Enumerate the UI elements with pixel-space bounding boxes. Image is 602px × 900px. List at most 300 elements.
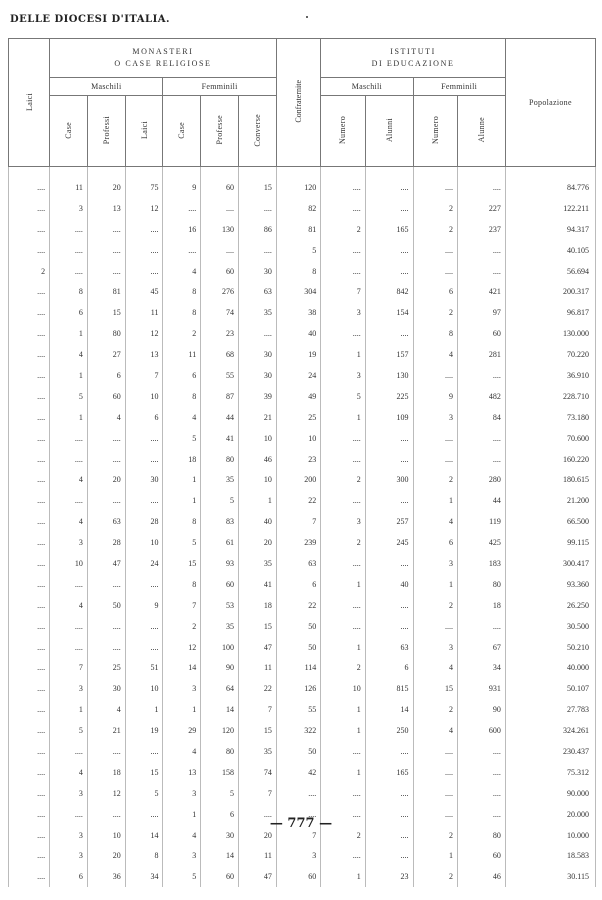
table-cell: ....	[50, 637, 88, 658]
table-cell: 15	[163, 553, 201, 574]
table-cell: ....	[457, 762, 505, 783]
table-cell: 86	[239, 219, 277, 240]
table-cell: 90	[457, 699, 505, 720]
table-cell: 18	[457, 595, 505, 616]
table-cell: 44	[201, 407, 239, 428]
table-cell: 10.000	[505, 825, 595, 846]
table-cell: ....	[276, 783, 320, 804]
table-row	[9, 219, 596, 240]
table-cell: 3	[413, 407, 457, 428]
table-cell: 74	[201, 302, 239, 323]
table-cell: 200.317	[505, 281, 595, 302]
col-header-alunni: Alunni	[365, 96, 413, 167]
table-cell: 28	[87, 532, 125, 553]
table-cell: 23	[276, 449, 320, 470]
table-cell: 18	[163, 449, 201, 470]
table-cell: ....	[9, 657, 50, 678]
table-cell: 40	[276, 323, 320, 344]
table-cell: ....	[457, 741, 505, 762]
table-cell: ....	[9, 804, 50, 825]
table-cell: 4	[163, 825, 201, 846]
table-cell: ....	[50, 741, 88, 762]
table-cell: ....	[9, 532, 50, 553]
table-cell: 1	[50, 407, 88, 428]
table-cell: 122.211	[505, 198, 595, 219]
table-cell: ....	[9, 240, 50, 261]
page-number: — 777 —	[269, 816, 333, 831]
table-cell: 13	[163, 762, 201, 783]
table-cell: 60	[457, 323, 505, 344]
table-cell: ....	[9, 219, 50, 240]
table-cell: ....	[413, 804, 457, 825]
table-cell: ....	[457, 616, 505, 637]
table-cell: ....	[321, 177, 365, 198]
table-cell: 81	[87, 281, 125, 302]
table-cell: 80	[201, 741, 239, 762]
table-cell: 322	[276, 720, 320, 741]
table-cell: ....	[50, 261, 88, 282]
table-cell: 4	[50, 762, 88, 783]
table-row	[9, 449, 596, 470]
table-cell: ....	[50, 574, 88, 595]
table-cell: 4	[413, 511, 457, 532]
table-cell: 157	[365, 344, 413, 365]
table-cell: ....	[321, 553, 365, 574]
table-cell: 5	[321, 386, 365, 407]
table-cell: 6	[87, 365, 125, 386]
table-cell: 3	[276, 846, 320, 867]
table-cell: 3	[50, 783, 88, 804]
table-cell: 2	[163, 323, 201, 344]
table-cell: 4	[87, 407, 125, 428]
table-cell: 9	[413, 386, 457, 407]
table-cell: 421	[457, 281, 505, 302]
table-cell: 46	[239, 449, 277, 470]
table-cell: ....	[9, 177, 50, 198]
table-row	[9, 302, 596, 323]
col-header-numero-maschili: Numero	[321, 96, 365, 167]
table-row	[9, 678, 596, 699]
table-cell: 158	[201, 762, 239, 783]
table-cell: 24	[276, 365, 320, 386]
table-row	[9, 720, 596, 741]
table-cell: 7	[163, 595, 201, 616]
table-row	[9, 469, 596, 490]
table-cell: 425	[457, 532, 505, 553]
table-cell: 6	[413, 281, 457, 302]
table-cell: 1	[50, 365, 88, 386]
table-row	[9, 553, 596, 574]
table-cell: 5	[201, 490, 239, 511]
table-cell: ....	[9, 302, 50, 323]
table-cell: 1	[163, 699, 201, 720]
table-cell: 35	[239, 741, 277, 762]
table-cell: ....	[9, 741, 50, 762]
table-cell: ....	[413, 365, 457, 386]
table-cell: ....	[87, 428, 125, 449]
table-row	[9, 240, 596, 261]
table-cell: 4	[163, 741, 201, 762]
table-cell: ....	[321, 323, 365, 344]
table-cell: ....	[50, 804, 88, 825]
table-cell: ....	[9, 574, 50, 595]
table-cell: 26.250	[505, 595, 595, 616]
table-cell: 165	[365, 219, 413, 240]
table-cell: 7	[276, 511, 320, 532]
table-cell: ....	[9, 323, 50, 344]
table-cell: 6	[413, 532, 457, 553]
table-cell: ....	[413, 428, 457, 449]
table-cell: 8	[163, 281, 201, 302]
table-row	[9, 490, 596, 511]
table-cell: 8	[163, 302, 201, 323]
table-cell: ....	[9, 846, 50, 867]
table-cell: 5	[163, 532, 201, 553]
table-cell: 6	[201, 804, 239, 825]
table-cell: 70.220	[505, 344, 595, 365]
table-cell: 83	[201, 511, 239, 532]
table-cell: 114	[276, 657, 320, 678]
table-cell: 41	[239, 574, 277, 595]
table-cell: ....	[50, 240, 88, 261]
subheader-femminili-istituti: Femminili	[413, 78, 505, 96]
table-row	[9, 177, 596, 198]
table-cell: ....	[239, 198, 277, 219]
table-cell: 50.107	[505, 678, 595, 699]
table-cell: 250	[365, 720, 413, 741]
col-header-professi: Professi	[87, 96, 125, 167]
table-cell: 4	[163, 407, 201, 428]
table-cell: 5	[50, 386, 88, 407]
table-cell: ....	[125, 741, 163, 762]
table-cell: 2	[413, 866, 457, 887]
table-cell: 239	[276, 532, 320, 553]
table-cell: ....	[321, 428, 365, 449]
table-cell: 40	[239, 511, 277, 532]
table-cell: 1	[239, 490, 277, 511]
table-cell: 93	[201, 553, 239, 574]
table-row	[9, 511, 596, 532]
table-cell: ....	[365, 595, 413, 616]
table-cell: 1	[413, 846, 457, 867]
table-cell: ....	[276, 804, 320, 825]
table-cell: 11	[163, 344, 201, 365]
table-cell: 22	[276, 490, 320, 511]
table-cell: 63	[276, 553, 320, 574]
table-cell: ....	[413, 616, 457, 637]
table-cell: 1	[321, 762, 365, 783]
table-cell: 22	[239, 678, 277, 699]
table-cell: ....	[125, 574, 163, 595]
table-cell: 9	[163, 177, 201, 198]
table-cell: 35	[201, 469, 239, 490]
table-cell: ....	[365, 490, 413, 511]
col-header-laici: Laici	[9, 39, 50, 167]
table-cell: 60	[276, 866, 320, 887]
table-cell: 1	[50, 323, 88, 344]
table-cell: ....	[457, 449, 505, 470]
table-cell: ....	[87, 741, 125, 762]
table-cell: 6	[163, 365, 201, 386]
table-row	[9, 866, 596, 887]
subheader-femminili: Femminili	[163, 78, 276, 96]
table-cell: ....	[201, 198, 239, 219]
table-cell: ....	[321, 240, 365, 261]
table-cell: 60	[201, 574, 239, 595]
table-cell: ....	[365, 428, 413, 449]
table-cell: ....	[9, 720, 50, 741]
table-cell: 2	[321, 532, 365, 553]
table-cell: 324.261	[505, 720, 595, 741]
table-cell: ....	[87, 219, 125, 240]
table-cell: 2	[321, 825, 365, 846]
table-cell: 931	[457, 678, 505, 699]
table-cell: ....	[50, 490, 88, 511]
table-cell: ....	[457, 804, 505, 825]
table-cell: ....	[9, 678, 50, 699]
table-cell: 15	[239, 177, 277, 198]
table-cell: 47	[239, 866, 277, 887]
table-cell: ....	[9, 595, 50, 616]
table-cell: 1	[163, 490, 201, 511]
table-cell: ....	[365, 198, 413, 219]
table-cell: ....	[457, 240, 505, 261]
col-header-confraternite: Confraternite	[276, 39, 320, 167]
group-header-istituti: ISTITUTI DI EDUCAZIONE	[321, 39, 506, 78]
table-cell: ....	[321, 490, 365, 511]
table-cell: 90	[201, 657, 239, 678]
table-cell: 6	[125, 407, 163, 428]
table-cell: ....	[365, 553, 413, 574]
table-cell: 27	[87, 344, 125, 365]
table-cell: 4	[50, 595, 88, 616]
table-cell: 1	[321, 637, 365, 658]
table-cell: 24	[125, 553, 163, 574]
table-row	[9, 637, 596, 658]
table-cell: 1	[163, 804, 201, 825]
table-cell: ....	[9, 344, 50, 365]
table-cell: 63	[239, 281, 277, 302]
table-cell: 5	[276, 240, 320, 261]
table-cell: 20	[239, 532, 277, 553]
table-row	[9, 595, 596, 616]
table-cell: ....	[321, 741, 365, 762]
table-cell: 1	[413, 574, 457, 595]
table-cell: ....	[365, 323, 413, 344]
table-cell: 8	[163, 511, 201, 532]
table-cell: 20	[87, 469, 125, 490]
table-cell: 3	[163, 678, 201, 699]
table-cell: 1	[321, 699, 365, 720]
table-cell: 75.312	[505, 762, 595, 783]
table-cell: 18	[239, 595, 277, 616]
table-cell: 74	[239, 762, 277, 783]
table-cell: ....	[125, 219, 163, 240]
table-cell: 30	[87, 678, 125, 699]
table-cell: 4	[413, 657, 457, 678]
table-cell: 50	[87, 595, 125, 616]
table-cell: 28	[125, 511, 163, 532]
table-cell: 53	[201, 595, 239, 616]
table-cell: 1	[321, 407, 365, 428]
table-cell: 64	[201, 678, 239, 699]
table-cell: 304	[276, 281, 320, 302]
table-cell: 8	[276, 261, 320, 282]
table-cell: 50	[276, 741, 320, 762]
table-cell: ....	[125, 240, 163, 261]
table-cell: 14	[125, 825, 163, 846]
table-cell: 14	[365, 699, 413, 720]
table-cell: 12	[125, 198, 163, 219]
table-cell: 15	[413, 678, 457, 699]
table-cell: 2	[413, 595, 457, 616]
table-row	[9, 532, 596, 553]
col-header-professe: Professe	[201, 96, 239, 167]
table-body	[9, 167, 596, 888]
table-cell: 6	[50, 302, 88, 323]
table-cell: 38	[276, 302, 320, 323]
table-row	[9, 281, 596, 302]
table-cell: ....	[413, 741, 457, 762]
col-header-alunne: Alunne	[457, 96, 505, 167]
statistics-table	[8, 38, 596, 887]
table-cell: 68	[201, 344, 239, 365]
table-row	[9, 386, 596, 407]
table-cell: ....	[9, 198, 50, 219]
table-cell: 1	[321, 344, 365, 365]
table-cell: 2	[413, 469, 457, 490]
table-cell: 8	[163, 574, 201, 595]
table-row	[9, 741, 596, 762]
table-row	[9, 198, 596, 219]
table-cell: ....	[9, 762, 50, 783]
table-cell: 10	[125, 532, 163, 553]
table-cell: 280	[457, 469, 505, 490]
table-cell: 18.583	[505, 846, 595, 867]
table-cell: ....	[457, 783, 505, 804]
table-cell: 25	[87, 657, 125, 678]
table-cell: ....	[9, 511, 50, 532]
table-cell: 7	[125, 365, 163, 386]
table-cell: 81	[276, 219, 320, 240]
table-cell: 3	[163, 846, 201, 867]
table-cell: 15	[87, 302, 125, 323]
table-cell: ....	[321, 616, 365, 637]
table-cell: 40	[365, 574, 413, 595]
table-cell: ....	[365, 804, 413, 825]
table-cell: 225	[365, 386, 413, 407]
table-cell: ....	[201, 240, 239, 261]
table-cell: 180.615	[505, 469, 595, 490]
table-cell: 44	[457, 490, 505, 511]
table-cell: 2	[413, 302, 457, 323]
table-cell: ....	[9, 469, 50, 490]
table-cell: 93.360	[505, 574, 595, 595]
table-cell: 10	[125, 678, 163, 699]
table-cell: ....	[87, 261, 125, 282]
table-cell: 15	[125, 762, 163, 783]
table-cell: 99.115	[505, 532, 595, 553]
table-cell: 600	[457, 720, 505, 741]
table-cell: ....	[321, 261, 365, 282]
table-cell: 55	[276, 699, 320, 720]
subheader-maschili-istituti: Maschili	[321, 78, 413, 96]
table-cell: ....	[457, 177, 505, 198]
table-cell: 2	[413, 219, 457, 240]
table-cell: 30.500	[505, 616, 595, 637]
table-row	[9, 657, 596, 678]
table-cell: 66.500	[505, 511, 595, 532]
table-cell: ....	[9, 449, 50, 470]
table-cell: 47	[87, 553, 125, 574]
table-cell: 257	[365, 511, 413, 532]
table-cell: 245	[365, 532, 413, 553]
table-cell: 183	[457, 553, 505, 574]
table-row	[9, 699, 596, 720]
table-cell: ....	[413, 449, 457, 470]
table-cell: 7	[239, 699, 277, 720]
table-cell: 7	[239, 783, 277, 804]
table-cell: 10	[321, 678, 365, 699]
table-cell: 6	[50, 866, 88, 887]
table-cell: 1	[163, 469, 201, 490]
table-cell: ....	[413, 261, 457, 282]
table-cell: 13	[87, 198, 125, 219]
table-cell: 200	[276, 469, 320, 490]
print-speck	[306, 16, 308, 18]
table-cell: 12	[125, 323, 163, 344]
col-header-converse: Converse	[239, 96, 277, 167]
table-cell: 36	[87, 866, 125, 887]
table-cell: ....	[365, 177, 413, 198]
table-cell: ....	[321, 198, 365, 219]
table-cell: ....	[125, 449, 163, 470]
table-cell: 21.200	[505, 490, 595, 511]
table-cell: 2	[413, 198, 457, 219]
table-cell: 1	[321, 866, 365, 887]
table-cell: 50	[276, 616, 320, 637]
table-cell: 75	[125, 177, 163, 198]
table-cell: 3	[321, 302, 365, 323]
table-cell: 19	[276, 344, 320, 365]
table-cell: 10	[239, 428, 277, 449]
table-cell: 11	[125, 302, 163, 323]
group-header-monasteri: MONASTERI O CASE RELIGIOSE	[50, 39, 277, 78]
table-cell: 34	[457, 657, 505, 678]
table-cell: 11	[239, 657, 277, 678]
table-cell: ....	[365, 261, 413, 282]
table-cell: 47	[239, 637, 277, 658]
table-cell: ....	[9, 825, 50, 846]
table-cell: 50.210	[505, 637, 595, 658]
table-row	[9, 846, 596, 867]
table-cell: 10	[125, 386, 163, 407]
table-cell: 130	[365, 365, 413, 386]
table-cell: ....	[87, 449, 125, 470]
table-cell: 29	[163, 720, 201, 741]
table-cell: 21	[239, 407, 277, 428]
table-cell: 5	[163, 866, 201, 887]
table-cell: 100	[201, 637, 239, 658]
table-cell: 3	[413, 553, 457, 574]
table-cell: 1	[50, 699, 88, 720]
table-cell: 227	[457, 198, 505, 219]
table-cell: 70.600	[505, 428, 595, 449]
table-cell: ....	[9, 699, 50, 720]
table-cell: 40.000	[505, 657, 595, 678]
table-cell: 109	[365, 407, 413, 428]
table-cell: 94.317	[505, 219, 595, 240]
